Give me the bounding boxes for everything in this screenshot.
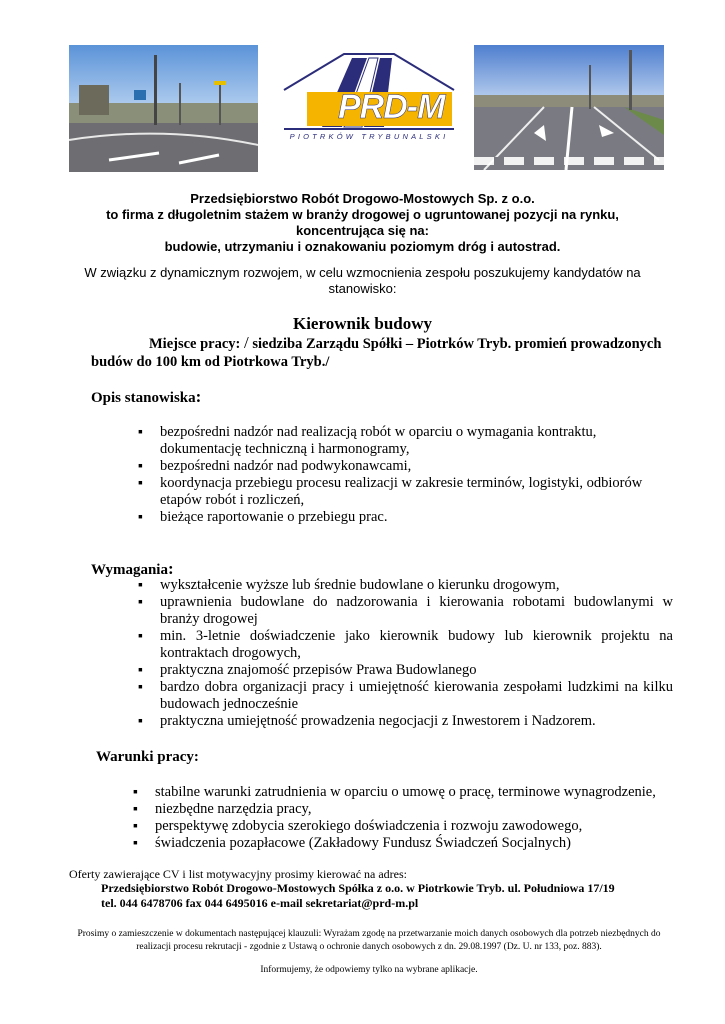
list-item: ▪ stabilne warunki zatrudnienia w oparciu o umowę o pracę, terminowe wynagrodzenie, (133, 784, 678, 801)
intro-line-4: budowie, utrzymaniu i oznakowaniu poziomym dróg i autostrad. (164, 239, 561, 254)
list-item: ▪ koordynacja przebiegu procesu realizacji w zakresie terminów, logistyki, odbiorów etapów robót i rozliczeń, (138, 475, 658, 509)
list-item: ▪ perspektywę zdobycia szerokiego doświadczenia i rozwoju zawodowego, (133, 818, 678, 835)
position-title: Kierownik budowy (292, 314, 433, 333)
road-photo-right (474, 45, 664, 170)
logo-subtitle: PIOTRKÓW TRYBUNALSKI (289, 132, 449, 141)
location-slash: / (244, 333, 249, 352)
requirements-list (138, 577, 673, 730)
list-item: ▪ uprawnienia budowlane do nadzorowania i kierowania robotami budowlanymi w branży drogowej (138, 594, 673, 628)
intro-line-2: to firma z długoletnim stażem w branży drogowej o ugruntowanej pozycji na rynku, (106, 207, 619, 222)
work-location (91, 334, 676, 371)
intro-line-3: koncentrująca się na: (296, 223, 429, 238)
list-item: ▪ praktyczna umiejętność prowadzenia negocjacji z Inwestorem i Nadzorem. (138, 713, 673, 730)
requirements-heading: Wymagania: (91, 559, 174, 578)
conditions-heading: Warunki pracy: (96, 749, 199, 765)
conditions-list (133, 784, 678, 852)
list-item: ▪ praktyczna znajomość przepisów Prawa Budowlanego (138, 662, 673, 679)
road-photo-left (69, 45, 258, 172)
logo-text: PRD-M (338, 88, 445, 126)
location-text: siedziba Zarządu Spółki – Piotrków Tryb. promień prowadzonych budów do 100 km od Piotrkowa Tryb./ (91, 336, 662, 370)
description-heading: Opis stanowiska: (91, 387, 202, 406)
list-item: ▪ bezpośredni nadzór nad podwykonawcami, (138, 458, 658, 475)
list-item: ▪ niezbędne narzędzia pracy, (133, 801, 678, 818)
contact-intro: Oferty zawierające CV i list motywacyjny prosimy kierować na adres: (69, 867, 407, 881)
contact-phone: tel. 044 6478706 fax 044 6495016 e-mail sekretariat@prd-m.pl (101, 896, 419, 910)
list-item: ▪ bezpośredni nadzór nad realizacją robót w oparciu o wymagania kontraktu, dokumentację techniczną i harmonogramy, (138, 424, 658, 458)
company-logo (282, 52, 455, 145)
list-item: ▪ min. 3-letnie doświadczenie jako kierownik budowy lub kierownik projektu na kontraktach drogowych, (138, 628, 673, 662)
list-item: ▪ bieżące raportowanie o przebiegu prac. (138, 509, 658, 526)
location-label: Miejsce pracy: (149, 336, 241, 352)
list-item: ▪ wykształcenie wyższe lub średnie budowlane o kierunku drogowym, (138, 577, 673, 594)
list-item: ▪ świadczenia pozapłacowe (Zakładowy Fundusz Świadczeń Socjalnych) (133, 835, 678, 852)
contact-address: Przedsiębiorstwo Robót Drogowo-Mostowych Spółka z o.o. w Piotrkowie Tryb. ul. Południowa 17/19 (101, 881, 615, 895)
description-list (138, 424, 658, 526)
intro-paragraph: W związku z dynamicznym rozwojem, w celu wzmocnienia zespołu poszukujemy kandydatów na stanowisko: (84, 265, 641, 296)
consent-clause: Prosimy o zamieszczenie w dokumentach następującej klauzuli: Wyrażam zgodę na przetwarzanie moich danych osobowych dla potrzeb niezbędnych do realizacji procesu rekrutacji - zgodnie z Ustawą o ochronie danych osobowych z dn. 29.08.1997 (Dz. U. nr 133, poz. 883). (77, 929, 661, 952)
list-item: ▪ bardzo dobra organizacji pracy i umiejętność kierowania zespołami ludzkimi na kilku budowach jednocześnie (138, 679, 673, 713)
company-name: Przedsiębiorstwo Robót Drogowo-Mostowych Sp. z o.o. (190, 191, 535, 206)
footer-note: Informujemy, że odpowiemy tylko na wybrane aplikacje. (260, 965, 478, 975)
